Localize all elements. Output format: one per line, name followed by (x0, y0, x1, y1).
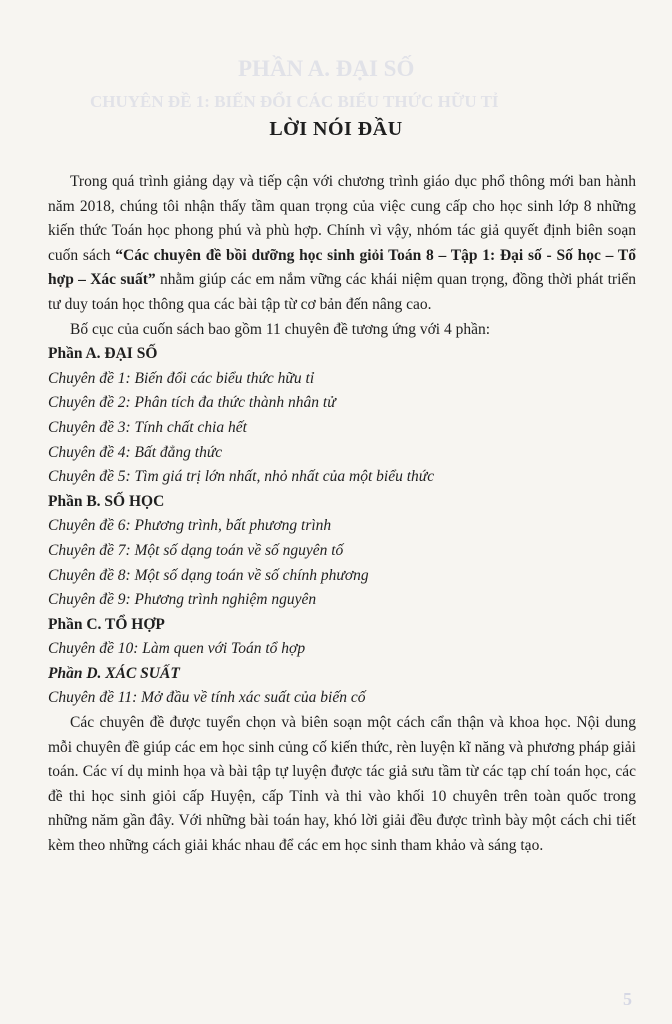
show-through-part-heading: PHẦN A. ĐẠI SỐ (238, 56, 415, 81)
chapter-item-4: Chuyên đề 4: Bất đẳng thức (48, 443, 223, 461)
intro-paragraph (48, 170, 636, 318)
chapter-item-2: Chuyên đề 2: Phân tích đa thức thành nhân tử (48, 394, 336, 412)
body-text (48, 170, 636, 859)
part-heading-a: Phần A. ĐẠI SỐ (48, 345, 158, 363)
chapter-item-6: Chuyên đề 6: Phương trình, bất phương trình (48, 517, 332, 535)
book-title: “Các chuyên đề bồi dưỡng học sinh giỏi Toán 8 – Tập 1: Đại số - Số học – Tổ hợp – Xác suất” (48, 246, 637, 289)
page-title: LỜI NÓI ĐẦU (269, 118, 403, 140)
chapter-item-1: Chuyên đề 1: Biến đổi các biểu thức hữu tỉ (48, 369, 315, 387)
chapter-item-8: Chuyên đề 8: Một số dạng toán về số chính phương (48, 566, 369, 584)
closing-paragraph: Các chuyên đề được tuyển chọn và biên soạn một cách cẩn thận và khoa học. Nội dung mỗi chuyên đề giúp các em học sinh củng cố kiến thức, rèn luyện kĩ năng và phương pháp giải toán. Các ví dụ minh họa và bài tập tự luyện được tác giả sưu tầm từ các tạp chí toán học, các đề thi học sinh giỏi cấp Huyện, cấp Tỉnh và thi vào khối 10 chuyên trên toàn quốc trong những năm gần đây. Với những bài toán hay, khó lời giải đều được trình bày một cách chi tiết kèm theo những cách giải khác nhau để các em học sinh tham khảo và sáng tạo. (48, 714, 636, 855)
chapter-item-5: Chuyên đề 5: Tìm giá trị lớn nhất, nhỏ nhất của một biểu thức (48, 468, 435, 486)
part-heading-b: Phần B. SỐ HỌC (48, 492, 165, 510)
chapter-item-10: Chuyên đề 10: Làm quen với Toán tổ hợp (48, 640, 306, 658)
intro-text-end: nhằm giúp các em nắm vững các khái niệm quan trọng, đồng thời phát triển tư duy toán học thông qua các bài tập từ cơ bản đến nâng cao. (48, 271, 637, 313)
show-through-chapter-heading: CHUYÊN ĐỀ 1: BIẾN ĐỔI CÁC BIỂU THỨC HỮU TỈ (90, 92, 499, 111)
intro-text: Trong quá trình giảng dạy và tiếp cận với chương trình giáo dục phổ thông mới ban hành năm 2018, chúng tôi nhận thấy tầm quan trọng của việc cung cấp cho học sinh lớp 8 những kiến thức Toán học phong phú và phù hợp. Chính vì vậy, nhóm tác giả quyết định biên soạn cuốn sách (48, 173, 636, 264)
show-through-page-number: 5 (623, 989, 632, 1009)
chapter-item-11: Chuyên đề 11: Mở đầu về tính xác suất của biến cố (48, 689, 366, 707)
part-heading-d: Phần D. XÁC SUẤT (48, 664, 180, 682)
structure-sentence: Bố cục của cuốn sách bao gồm 11 chuyên đề tương ứng với 4 phần: (70, 320, 491, 338)
chapter-item-3: Chuyên đề 3: Tính chất chia hết (48, 418, 247, 436)
chapter-item-9: Chuyên đề 9: Phương trình nghiệm nguyên (48, 591, 317, 609)
part-heading-c: Phần C. TỔ HỢP (48, 615, 165, 633)
chapter-item-7: Chuyên đề 7: Một số dạng toán về số nguyên tố (48, 541, 344, 559)
